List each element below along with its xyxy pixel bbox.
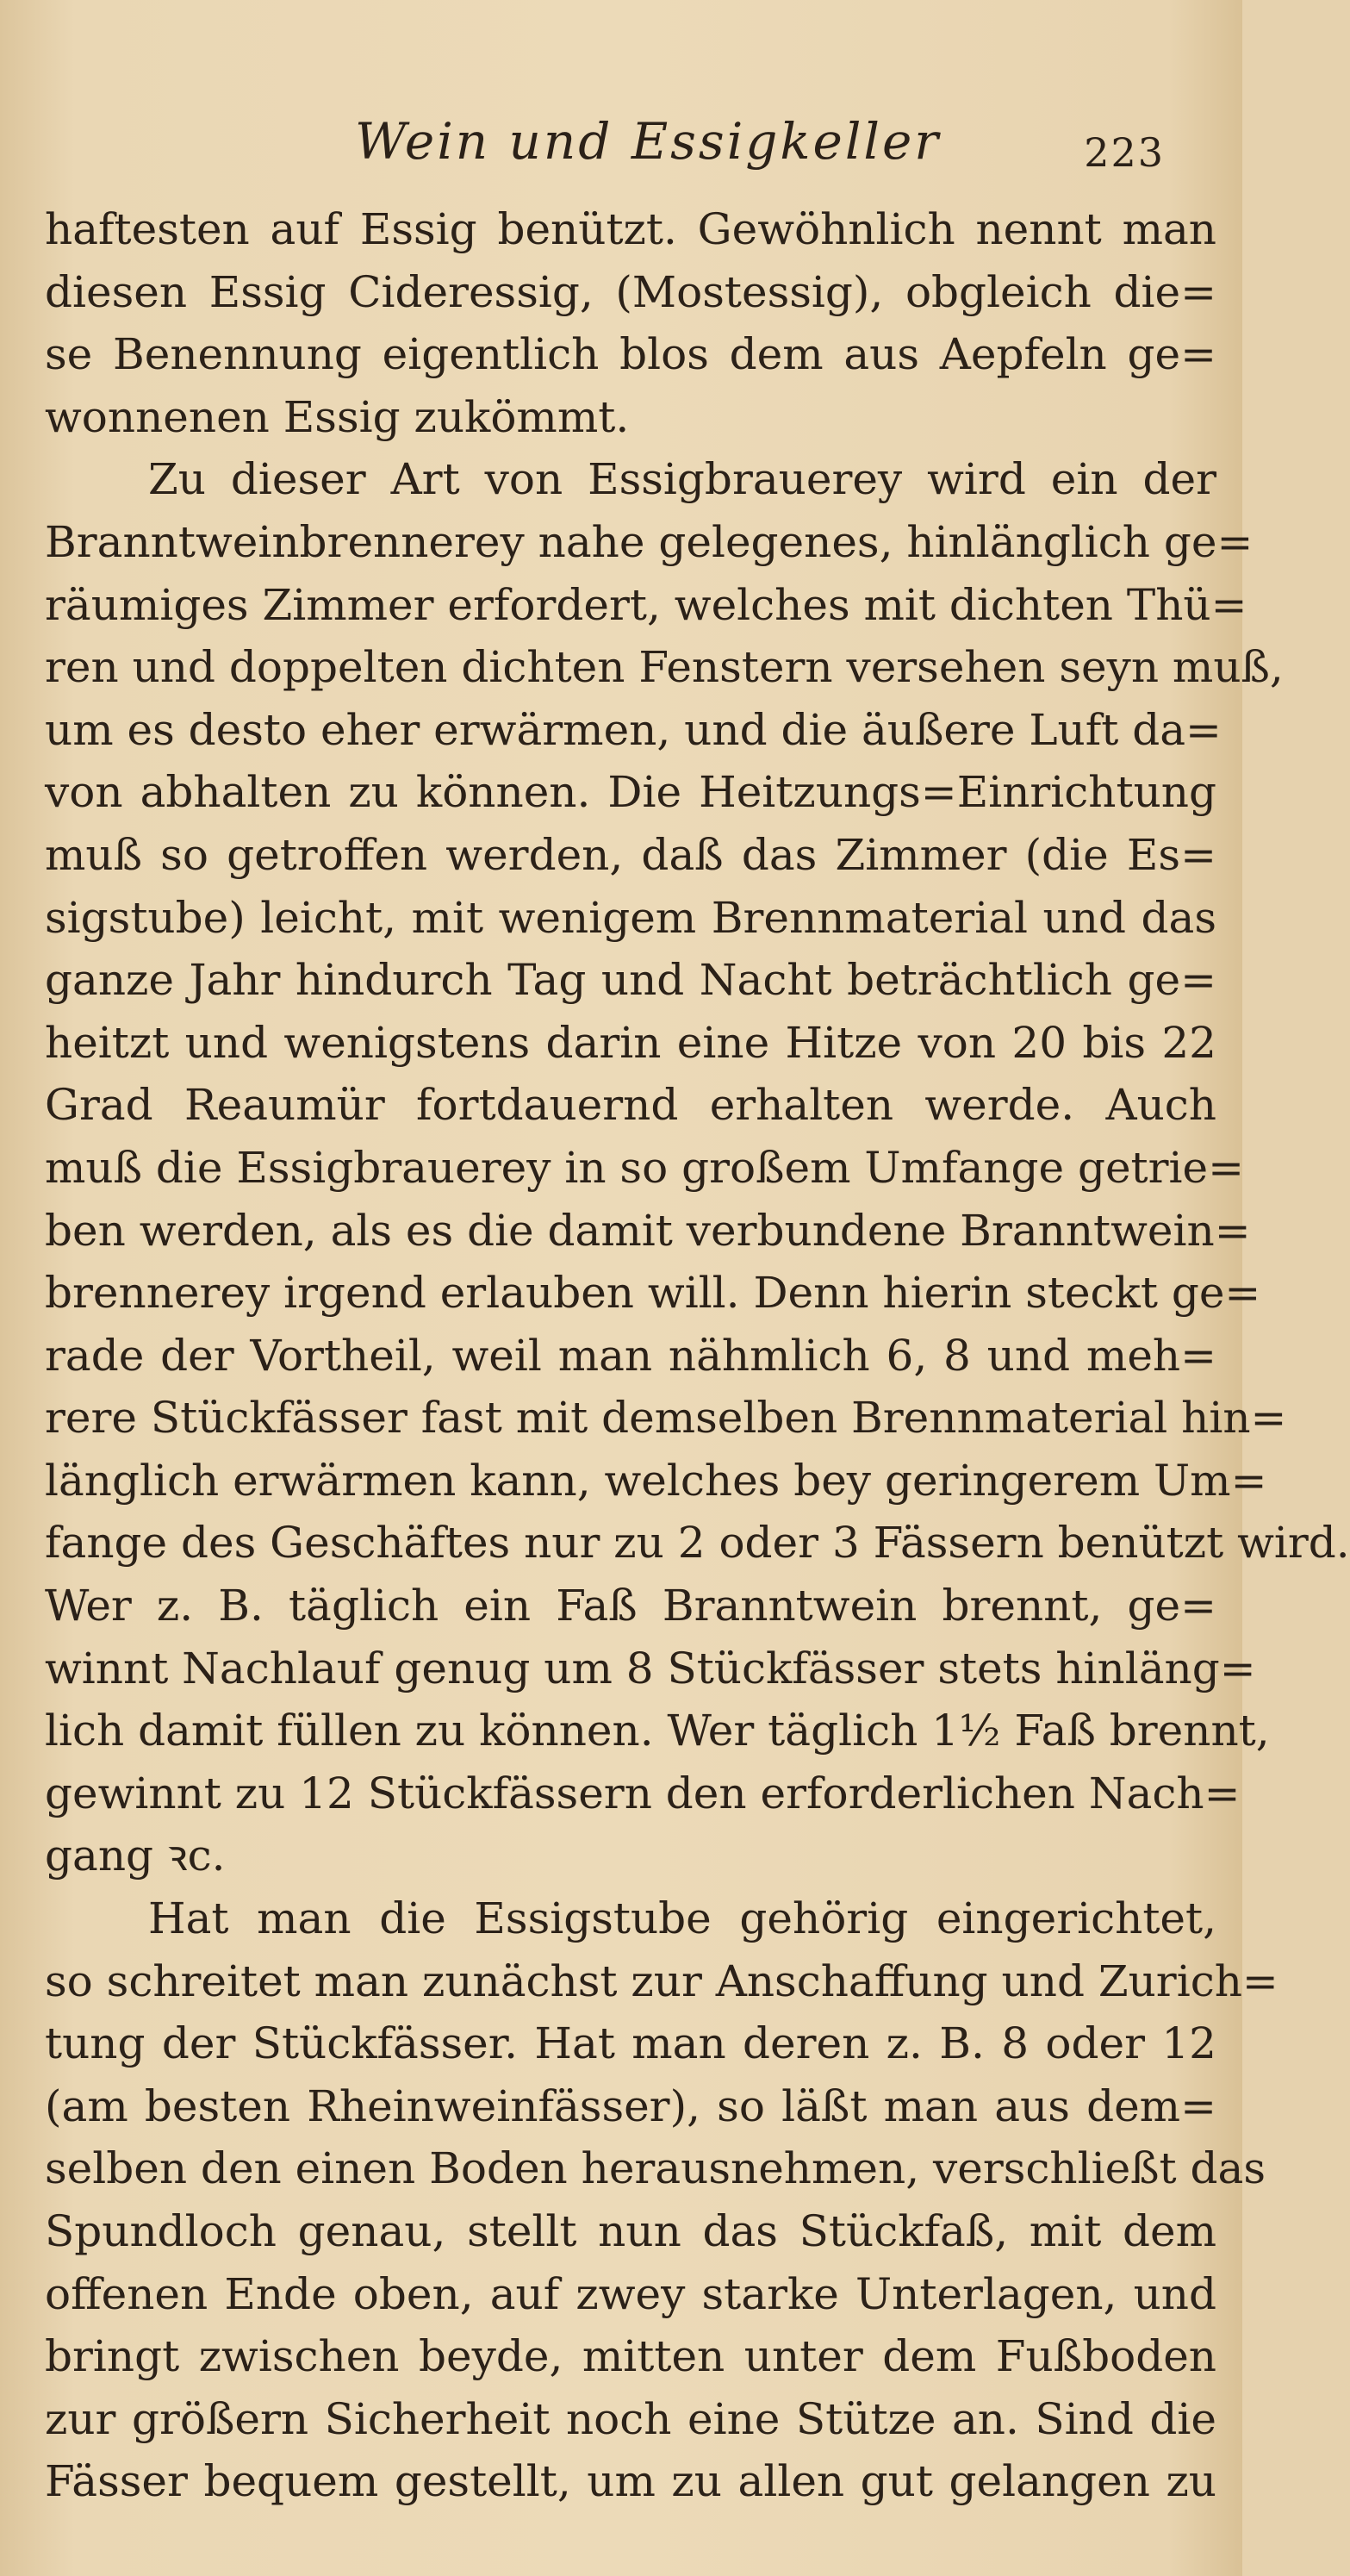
text-line: ganze Jahr hindurch Tag und Nacht beträchtlich ge= — [45, 955, 1216, 1006]
text-line: Hat man die Essigstube gehörig eingerichtet, — [148, 1893, 1216, 1944]
paragraph — [45, 198, 1216, 448]
text-line: Branntweinbrennerey nahe gelegenes, hinlänglich ge= — [45, 516, 1254, 567]
text-line: um es desto eher erwärmen, und die äußere Luft da= — [45, 704, 1222, 755]
text-line: ben werden, als es die damit verbundene Branntwein= — [45, 1205, 1251, 1256]
text-line: rere Stückfässer fast mit demselben Brennmaterial hin= — [45, 1393, 1287, 1444]
text-line: räumiges Zimmer erfordert, welches mit dichten Thü= — [45, 579, 1247, 630]
paragraph — [45, 448, 1350, 1887]
text-line: muß so getroffen werden, daß das Zimmer (die Es= — [45, 829, 1216, 880]
text-line: Fässer bequem gestellt, um zu allen gut gelangen zu — [45, 2456, 1216, 2507]
text-line: lich damit füllen zu können. Wer täglich 1½ Faß brennt, — [45, 1706, 1270, 1756]
text-line: brennerey irgend erlauben will. Denn hierin steckt ge= — [45, 1268, 1261, 1319]
text-line: wonnenen Essig zukömmt. — [45, 391, 630, 442]
text-line: haftesten auf Essig benützt. Gewöhnlich nennt man — [45, 204, 1216, 254]
text-line: so schreitet man zunächst zur Anschaffung und Zurich= — [45, 1955, 1278, 2006]
text-line: Zu dieser Art von Essigbrauerey wird ein der — [148, 454, 1216, 505]
text-line: Spundloch genau, stellt nun das Stückfaß, mit dem — [45, 2206, 1216, 2256]
text-line: gang ꝛc. — [45, 1831, 226, 1881]
text-line: rade der Vortheil, weil man nähmlich 6, 8 und meh= — [45, 1330, 1216, 1381]
text-line: gewinnt zu 12 Stückfässern den erforderlichen Nach= — [45, 1768, 1241, 1818]
text-line: länglich erwärmen kann, welches bey geringerem Um= — [45, 1455, 1267, 1506]
text-line: diesen Essig Cideressig, (Mostessig), obgleich die= — [45, 266, 1216, 317]
body-text — [45, 198, 1350, 2513]
text-line: heitzt und wenigstens darin eine Hitze von 20 bis 22 — [45, 1017, 1216, 1068]
text-line: se Benennung eigentlich blos dem aus Aepfeln ge= — [45, 329, 1216, 380]
text-line: von abhalten zu können. Die Heitzungs=Einrichtung — [45, 767, 1216, 818]
text-line: Wer z. B. täglich ein Faß Branntwein brennt, ge= — [45, 1581, 1216, 1631]
paragraph — [45, 1887, 1278, 2513]
text-line: selben den einen Boden herausnehmen, verschließt das — [45, 2143, 1266, 2194]
text-line: sigstube) leicht, mit wenigem Brennmaterial und das — [45, 892, 1216, 943]
running-head — [45, 103, 1216, 181]
running-title: Wein und Essigkeller — [355, 112, 941, 171]
text-line: ren und doppelten dichten Fenstern versehen seyn muß, — [45, 642, 1284, 693]
text-line: zur größern Sicherheit noch eine Stütze an. Sind die — [45, 2393, 1216, 2444]
text-line: bringt zwischen beyde, mitten unter dem Fußboden — [45, 2331, 1216, 2382]
text-line: tung der Stückfässer. Hat man deren z. B. 8 oder 12 — [45, 2018, 1216, 2069]
text-line: Grad Reaumür fortdauernd erhalten werde. Auch — [45, 1080, 1216, 1131]
text-line: winnt Nachlauf genug um 8 Stückfässer stets hinläng= — [45, 1643, 1256, 1693]
text-line: offenen Ende oben, auf zwey starke Unterlagen, und — [45, 2268, 1216, 2319]
text-line: (am besten Rheinweinfässer), so läßt man aus dem= — [45, 2080, 1216, 2131]
text-line: muß die Essigbrauerey in so großem Umfange getrie= — [45, 1142, 1245, 1193]
page-number: 223 — [1084, 129, 1165, 176]
text-line: fange des Geschäftes nur zu 2 oder 3 Fässern benützt wird. — [45, 1518, 1350, 1569]
